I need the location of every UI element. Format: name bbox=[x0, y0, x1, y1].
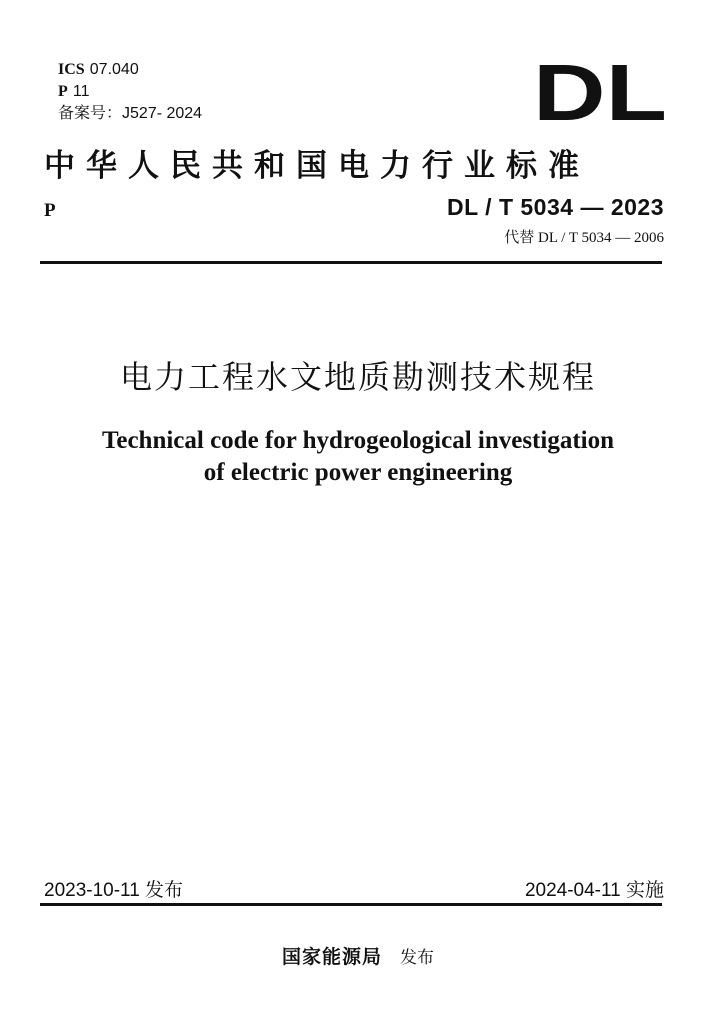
issue-action: 发布 bbox=[400, 948, 434, 968]
replaces-standard: 代替 DL / T 5034 — 2006 bbox=[504, 230, 664, 246]
english-title-line-1: Technical code for hydrogeological investigation bbox=[101, 427, 615, 454]
chinese-title: 电力工程水文地质勘测技术规程 bbox=[119, 358, 596, 396]
bottom-divider bbox=[40, 903, 662, 906]
ics-label: ICS bbox=[58, 61, 85, 78]
issue-date: 2023-10-11 发布 bbox=[44, 880, 184, 901]
issuing-organization: 国家能源局 bbox=[281, 946, 382, 968]
record-label: 备案号： bbox=[58, 103, 123, 122]
top-divider bbox=[40, 261, 662, 264]
dl-logo-text: DL bbox=[533, 60, 667, 122]
classification-code: P bbox=[44, 200, 56, 221]
issuer bbox=[0, 942, 716, 969]
dl-logo bbox=[532, 60, 668, 122]
ics-code: 07.040 bbox=[89, 61, 139, 78]
category-code: 11 bbox=[72, 83, 90, 100]
category-line bbox=[58, 80, 202, 102]
category-label: P bbox=[58, 83, 68, 100]
record-line bbox=[58, 102, 202, 124]
record-code: J527- 2024 bbox=[122, 105, 203, 122]
standard-metadata bbox=[58, 58, 202, 124]
implementation-date: 2024-04-11 实施 bbox=[524, 880, 664, 901]
ics-line bbox=[58, 58, 202, 80]
english-title-line-2: of electric power engineering bbox=[203, 459, 513, 486]
standard-number: DL / T 5034 — 2023 bbox=[447, 194, 664, 220]
standard-type: 中华人民共和国电力行业标准 bbox=[44, 148, 590, 184]
